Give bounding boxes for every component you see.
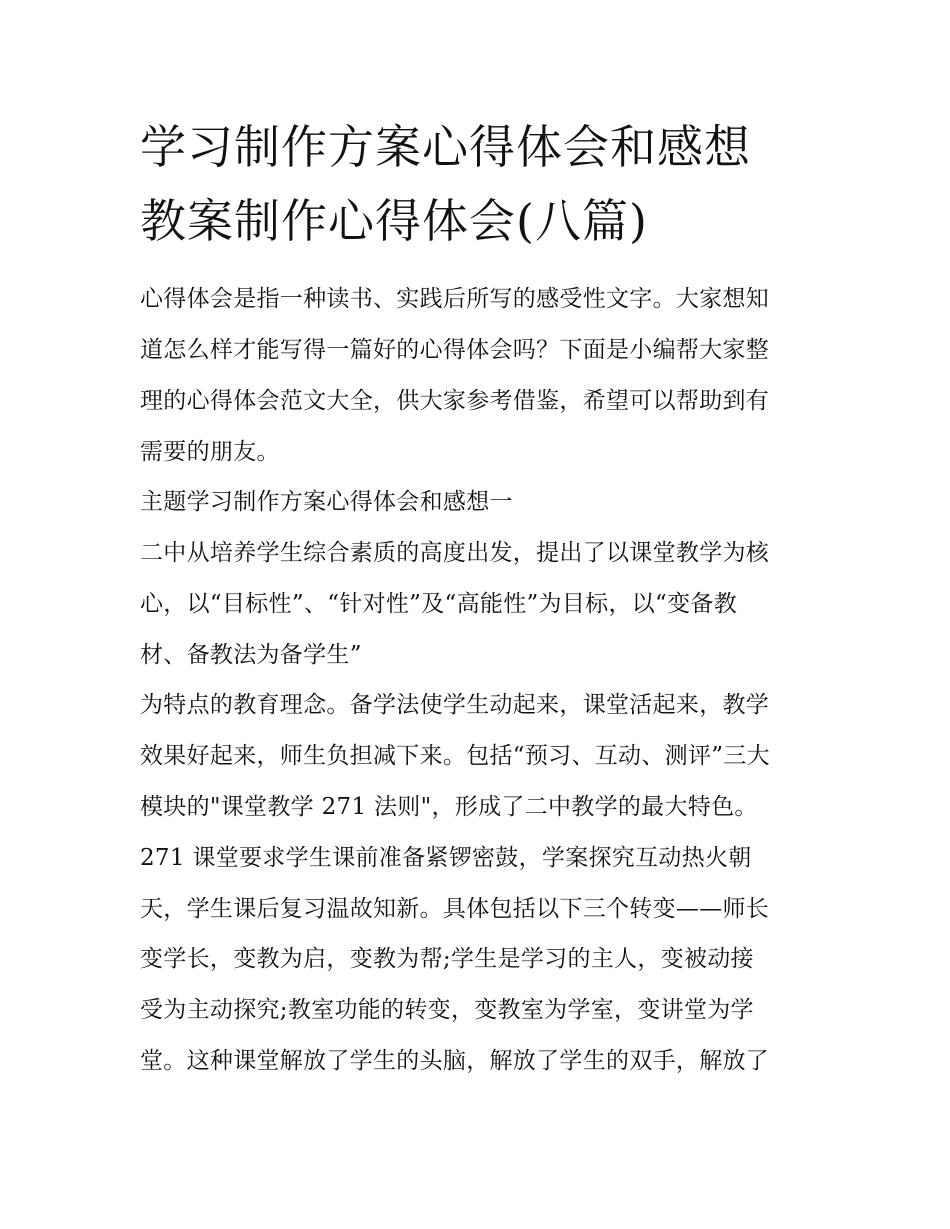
document-title-line-2: 教案制作心得体会(八篇) [140, 194, 648, 248]
body-line-9: 效果好起来，师生负担减下来。包括“预习、互动、测评”三大 [140, 743, 770, 769]
body-line-3: 理的心得体会范文大全，供大家参考借鉴，希望可以帮助到有 [140, 388, 770, 414]
body-line-10: 模块的"课堂教学 271 法则"，形成了二中教学的最大特色。 [140, 794, 758, 820]
document-title-line-1: 学习制作方案心得体会和感想 [140, 120, 751, 174]
body-line-2: 道怎么样才能写得一篇好的心得体会吗？下面是小编帮大家整 [140, 337, 770, 363]
body-line-15: 堂。这种课堂解放了学生的头脑，解放了学生的双手，解放了 [140, 1048, 770, 1074]
body-line-1: 心得体会是指一种读书、实践后所写的感受性文字。大家想知 [140, 286, 770, 312]
section-heading-1: 主题学习制作方案心得体会和感想一 [140, 489, 513, 515]
body-line-4: 需要的朋友。 [140, 439, 280, 465]
body-line-14: 受为主动探究;教室功能的转变，变教室为学室，变讲堂为学 [140, 997, 754, 1023]
body-line-6: 心，以“目标性”、“针对性”及“高能性”为目标，以“变备教 [140, 591, 738, 617]
body-line-7: 材、备教法为备学生” [140, 642, 362, 668]
body-line-8: 为特点的教育理念。备学法使学生动起来，课堂活起来，教学 [140, 692, 770, 718]
body-line-11: 271 课堂要求学生课前准备紧锣密鼓，学案探究互动热火朝 [140, 845, 752, 871]
body-line-13: 变学长，变教为启，变教为帮;学生是学习的主人，变被动接 [140, 946, 754, 972]
body-line-12: 天，学生课后复习温故知新。具体包括以下三个转变——师长 [140, 896, 770, 922]
body-line-5: 二中从培养学生综合素质的高度出发，提出了以课堂教学为核 [140, 540, 770, 566]
